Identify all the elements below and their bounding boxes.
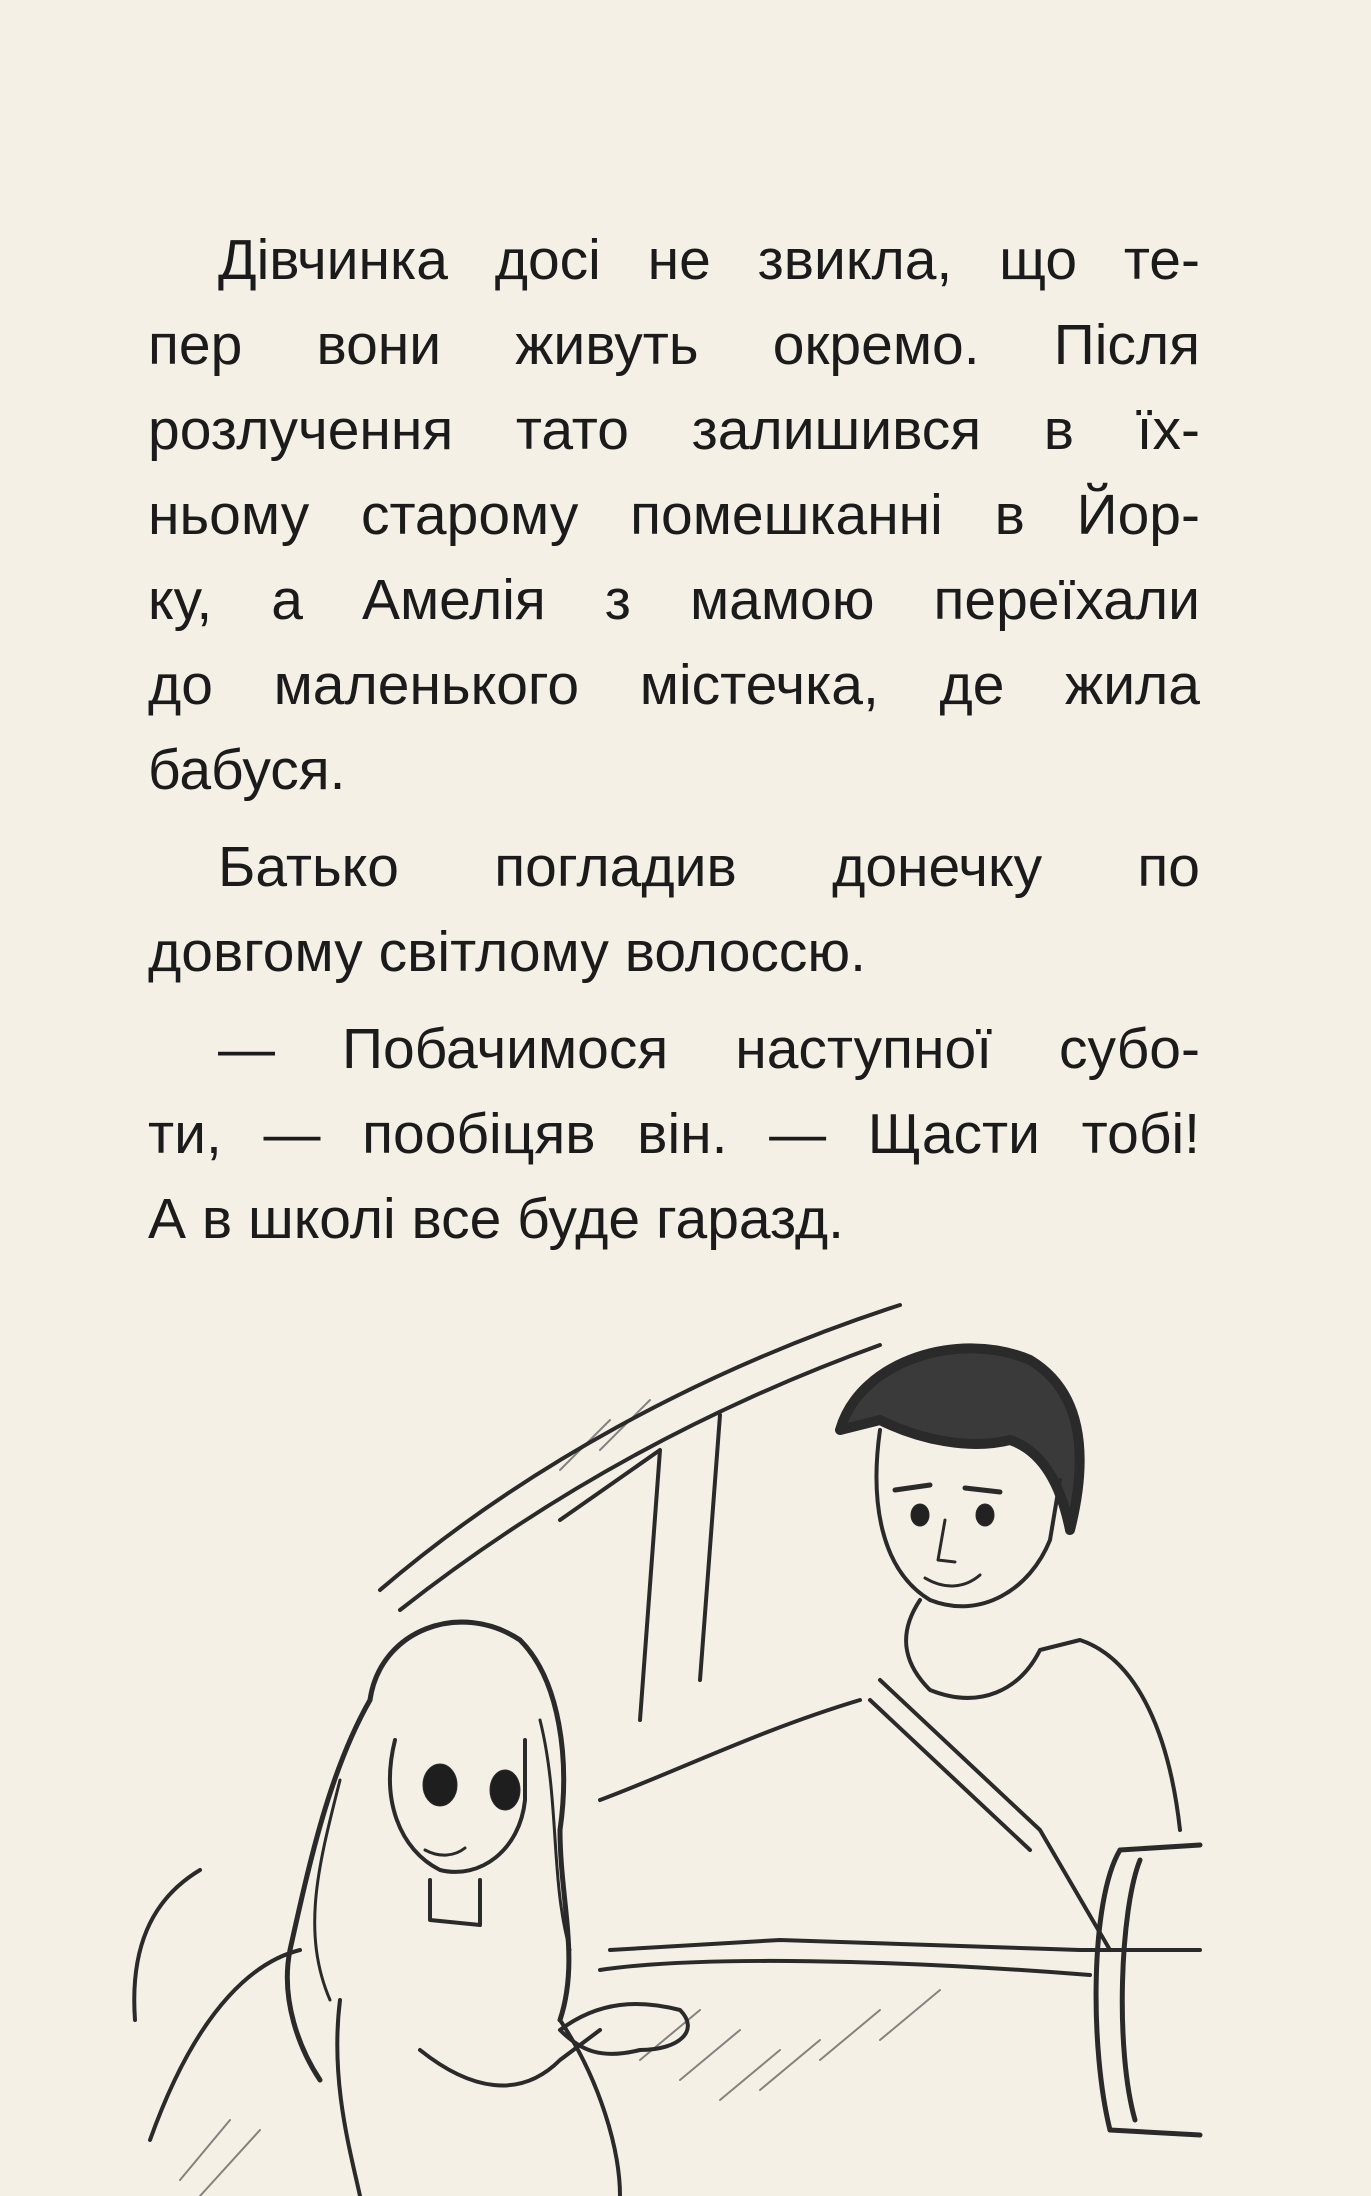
shading-hatch [180,1400,940,2196]
paragraph-2 [148,825,1200,995]
father-figure [600,1348,1180,1950]
body-text [148,218,1200,1262]
text-line: бабуся. [148,738,346,802]
paragraph-1 [148,218,1200,813]
text-line: до маленького містечка, де жила [148,653,1200,717]
text-line: ти, — пообіцяв він. — Щасти тобі! [148,1102,1200,1166]
text-line: довгому світлому волоссю. [148,920,866,984]
steering-wheel [1096,1845,1200,2135]
car-frame [134,1305,1200,2140]
text-line: — Побачимося наступної субо- [218,1017,1200,1081]
text-line: Батько погладив донечку по [218,835,1200,899]
girl-figure [287,1622,688,2196]
text-line: ку, а Амелія з мамою переїхали [148,568,1200,632]
text-line: А в школі все буде гаразд. [148,1187,844,1251]
paragraph-3 [148,1007,1200,1262]
text-line: розлучення тато залишився в їх- [148,398,1200,462]
text-line: Дівчинка досі не звикла, що те- [218,228,1200,292]
text-line: пер вони живуть окремо. Після [148,313,1200,377]
text-line: ньому старому помешканні в Йор- [148,483,1200,547]
